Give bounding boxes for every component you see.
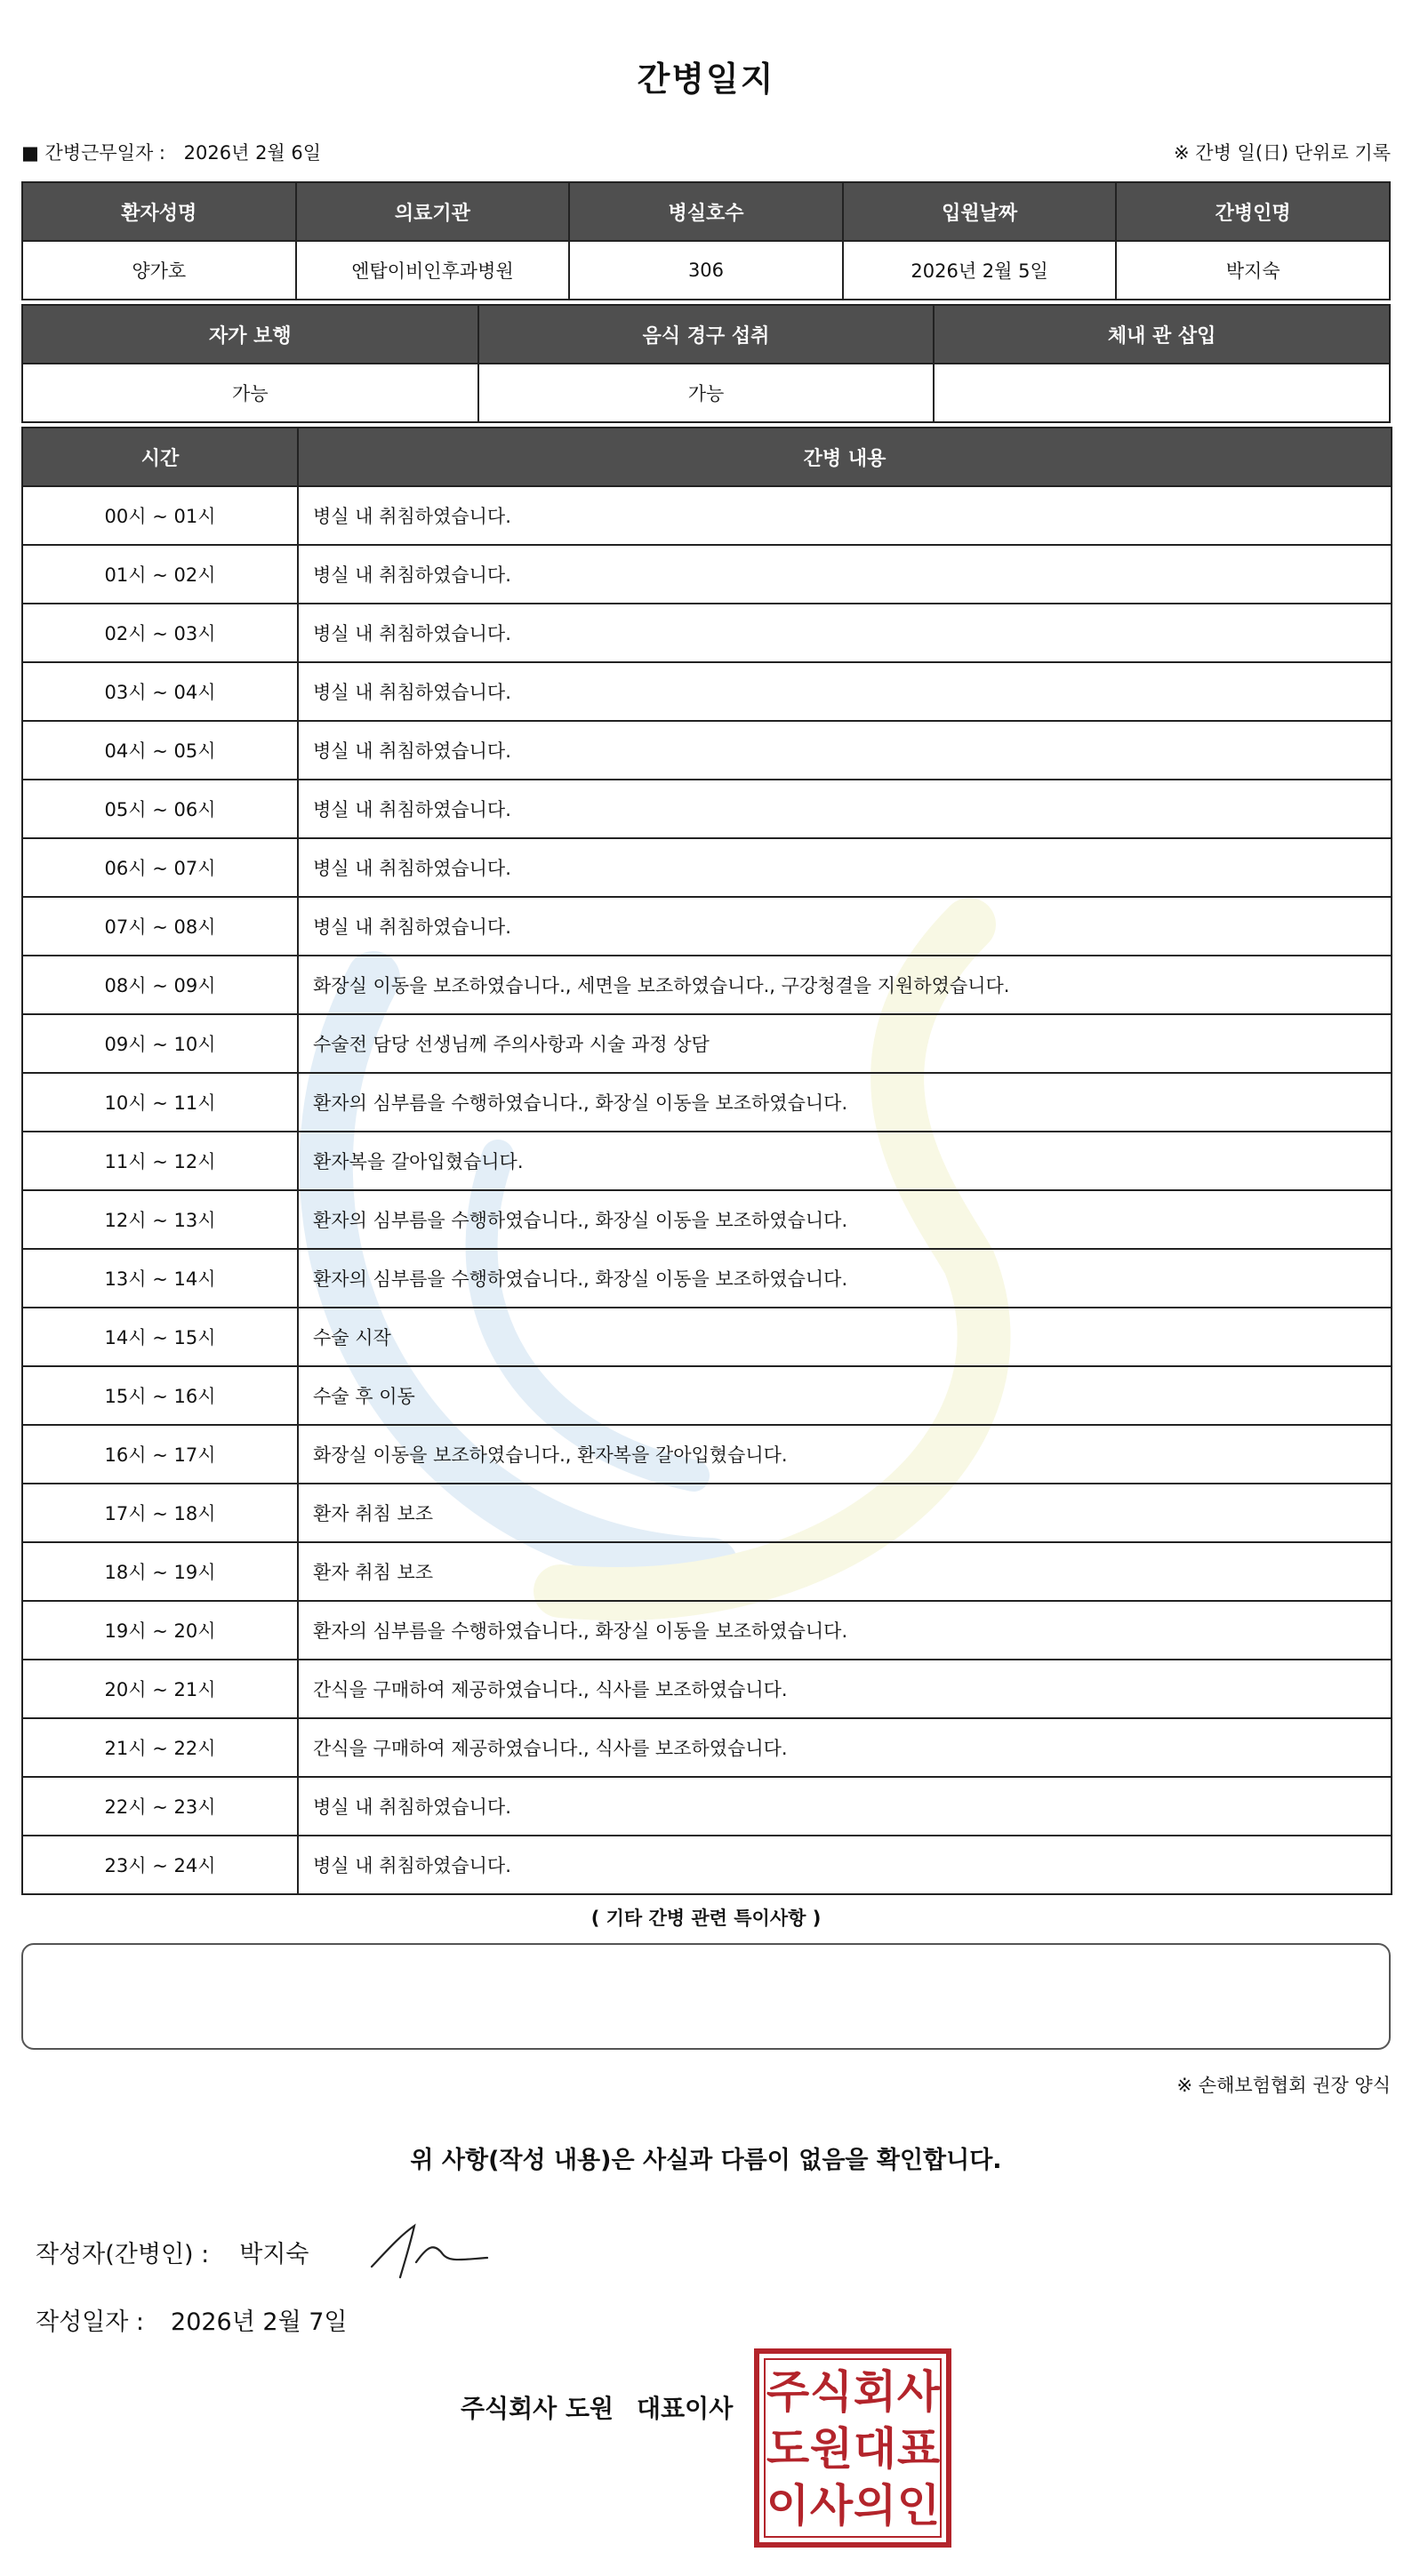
walking-value: 가능 xyxy=(22,364,478,422)
content-cell: 환자 취침 보조 xyxy=(298,1484,1392,1542)
work-date-value: 2026년 2월 6일 xyxy=(183,142,322,164)
table-row xyxy=(22,1132,1392,1190)
time-cell: 19시 ~ 20시 xyxy=(22,1601,298,1660)
content-cell: 병실 내 취침하였습니다. xyxy=(298,780,1392,838)
written-date-value: 2026년 2월 7일 xyxy=(171,2308,348,2336)
content-cell: 병실 내 취침하였습니다. xyxy=(298,486,1392,545)
table-row xyxy=(22,838,1392,897)
time-cell: 08시 ~ 09시 xyxy=(22,956,298,1014)
table-row xyxy=(22,1542,1392,1601)
table-row xyxy=(22,1601,1392,1660)
content-cell: 병실 내 취침하였습니다. xyxy=(298,662,1392,721)
table-row xyxy=(22,1660,1392,1718)
content-cell: 병실 내 취침하였습니다. xyxy=(298,838,1392,897)
content-cell: 환자 취침 보조 xyxy=(298,1542,1392,1601)
seal-glyph: 의 xyxy=(853,2480,897,2532)
time-cell: 04시 ~ 05시 xyxy=(22,721,298,780)
seal-glyph: 표 xyxy=(896,2423,941,2475)
writer-name: 박지숙 xyxy=(239,2241,309,2268)
content-cell: 병실 내 취침하였습니다. xyxy=(298,1836,1392,1894)
patient-name: 양가호 xyxy=(22,241,296,300)
time-cell: 07시 ~ 08시 xyxy=(22,897,298,956)
seal-glyph: 도 xyxy=(766,2423,810,2475)
header-admission-date: 입원날짜 xyxy=(843,182,1117,241)
time-cell: 17시 ~ 18시 xyxy=(22,1484,298,1542)
content-cell: 간식을 구매하여 제공하였습니다., 식사를 보조하였습니다. xyxy=(298,1718,1392,1777)
time-cell: 03시 ~ 04시 xyxy=(22,662,298,721)
table-row xyxy=(22,897,1392,956)
content-cell: 수술 후 이동 xyxy=(298,1366,1392,1425)
content-cell: 병실 내 취침하였습니다. xyxy=(298,545,1392,604)
content-cell: 간식을 구매하여 제공하였습니다., 식사를 보조하였습니다. xyxy=(298,1660,1392,1718)
time-cell: 18시 ~ 19시 xyxy=(22,1542,298,1601)
tube-value xyxy=(934,364,1390,422)
content-cell: 병실 내 취침하였습니다. xyxy=(298,604,1392,662)
table-row xyxy=(22,1190,1392,1249)
table-row xyxy=(22,780,1392,838)
notes-title: ( 기타 간병 관련 특이사항 ) xyxy=(590,1908,822,1929)
time-cell: 12시 ~ 13시 xyxy=(22,1190,298,1249)
time-cell: 09시 ~ 10시 xyxy=(22,1014,298,1073)
table-row xyxy=(22,1836,1392,1894)
time-cell: 20시 ~ 21시 xyxy=(22,1660,298,1718)
table-row xyxy=(22,1249,1392,1308)
time-cell: 10시 ~ 11시 xyxy=(22,1073,298,1132)
written-date-line xyxy=(36,2302,348,2337)
content-cell: 병실 내 취침하였습니다. xyxy=(298,897,1392,956)
admission-date: 2026년 2월 5일 xyxy=(843,241,1117,300)
table-row xyxy=(22,1308,1392,1366)
insurance-note: ※ 손해보험협회 권장 양식 xyxy=(1176,2075,1391,2096)
seal-glyph: 회 xyxy=(853,2366,897,2418)
care-log-table xyxy=(21,427,1392,1895)
time-cell: 15시 ~ 16시 xyxy=(22,1366,298,1425)
seal-glyph: 인 xyxy=(896,2480,941,2532)
time-cell: 22시 ~ 23시 xyxy=(22,1777,298,1836)
table-row xyxy=(22,662,1392,721)
content-cell: 수술 시작 xyxy=(298,1308,1392,1366)
header-care-content: 간병 내용 xyxy=(298,428,1392,486)
seal-glyph: 대 xyxy=(853,2423,897,2475)
time-cell: 14시 ~ 15시 xyxy=(22,1308,298,1366)
company-seal xyxy=(754,2348,951,2548)
header-room: 병실호수 xyxy=(569,182,843,241)
company-name: 주식회사 도원 xyxy=(461,2394,614,2423)
header-time: 시간 xyxy=(22,428,298,486)
page-title: 간병일지 xyxy=(637,60,775,99)
table-row xyxy=(22,1718,1392,1777)
table-row xyxy=(22,956,1392,1014)
time-cell: 16시 ~ 17시 xyxy=(22,1425,298,1484)
time-cell: 01시 ~ 02시 xyxy=(22,545,298,604)
writer-line xyxy=(36,2235,309,2269)
time-cell: 06시 ~ 07시 xyxy=(22,838,298,897)
table-row xyxy=(22,545,1392,604)
content-cell: 환자의 심부름을 수행하였습니다., 화장실 이동을 보조하였습니다. xyxy=(298,1601,1392,1660)
work-date xyxy=(21,139,321,165)
notes-box xyxy=(21,1943,1391,2050)
time-cell: 05시 ~ 06시 xyxy=(22,780,298,838)
header-institution: 의료기관 xyxy=(296,182,570,241)
handwritten-signature xyxy=(365,2213,498,2284)
time-cell: 11시 ~ 12시 xyxy=(22,1132,298,1190)
header-oral-intake: 음식 경구 섭취 xyxy=(478,305,935,364)
work-date-label: ■ 간병근무일자 : xyxy=(21,142,165,164)
seal-glyph: 사 xyxy=(896,2366,941,2418)
content-cell: 화장실 이동을 보조하였습니다., 세면을 보조하였습니다., 구강청결을 지원하였습니다. xyxy=(298,956,1392,1014)
time-cell: 21시 ~ 22시 xyxy=(22,1718,298,1777)
company-ceo: 대표이사 xyxy=(637,2394,734,2423)
company-line xyxy=(461,2389,733,2425)
seal-glyph: 식 xyxy=(809,2366,854,2418)
room-number: 306 xyxy=(569,241,843,300)
table-row xyxy=(22,1073,1392,1132)
table-row xyxy=(22,1366,1392,1425)
confirmation-statement: 위 사항(작성 내용)은 사실과 다름이 없음을 확인합니다. xyxy=(410,2147,1002,2174)
seal-glyph: 원 xyxy=(809,2423,854,2475)
content-cell: 환자복을 갈아입혔습니다. xyxy=(298,1132,1392,1190)
header-tube: 체내 관 삽입 xyxy=(934,305,1390,364)
table-row xyxy=(22,1425,1392,1484)
meta-row xyxy=(21,139,1391,165)
table-row xyxy=(22,721,1392,780)
header-caregiver: 간병인명 xyxy=(1116,182,1390,241)
institution: 엔탑이비인후과병원 xyxy=(296,241,570,300)
status-table xyxy=(21,304,1391,423)
oral-intake-value: 가능 xyxy=(478,364,935,422)
seal-glyph: 사 xyxy=(809,2480,854,2532)
table-row xyxy=(22,1484,1392,1542)
log-header-row xyxy=(22,428,1392,486)
writer-label: 작성자(간병인) : xyxy=(36,2241,210,2268)
table-row xyxy=(22,486,1392,545)
content-cell: 환자의 심부름을 수행하였습니다., 화장실 이동을 보조하였습니다. xyxy=(298,1190,1392,1249)
status-value-row xyxy=(22,364,1390,422)
time-cell: 23시 ~ 24시 xyxy=(22,1836,298,1894)
time-cell: 13시 ~ 14시 xyxy=(22,1249,298,1308)
content-cell: 병실 내 취침하였습니다. xyxy=(298,1777,1392,1836)
time-cell: 02시 ~ 03시 xyxy=(22,604,298,662)
written-date-label: 작성일자 : xyxy=(36,2308,145,2336)
table-row xyxy=(22,604,1392,662)
content-cell: 수술전 담당 선생님께 주의사항과 시술 과정 상담 xyxy=(298,1014,1392,1073)
time-cell: 00시 ~ 01시 xyxy=(22,486,298,545)
record-note: ※ 간병 일(日) 단위로 기록 xyxy=(1174,142,1391,164)
content-cell: 환자의 심부름을 수행하였습니다., 화장실 이동을 보조하였습니다. xyxy=(298,1073,1392,1132)
content-cell: 환자의 심부름을 수행하였습니다., 화장실 이동을 보조하였습니다. xyxy=(298,1249,1392,1308)
status-header-row xyxy=(22,305,1390,364)
table-row xyxy=(22,1777,1392,1836)
seal-glyph: 이 xyxy=(766,2480,810,2532)
patient-value-row xyxy=(22,241,1390,300)
content-cell: 병실 내 취침하였습니다. xyxy=(298,721,1392,780)
patient-table xyxy=(21,181,1391,300)
header-patient-name: 환자성명 xyxy=(22,182,296,241)
caregiver-name: 박지숙 xyxy=(1116,241,1390,300)
table-row xyxy=(22,1014,1392,1073)
header-walking: 자가 보행 xyxy=(22,305,478,364)
patient-header-row xyxy=(22,182,1390,241)
content-cell: 화장실 이동을 보조하였습니다., 환자복을 갈아입혔습니다. xyxy=(298,1425,1392,1484)
seal-glyph: 주 xyxy=(766,2366,810,2418)
